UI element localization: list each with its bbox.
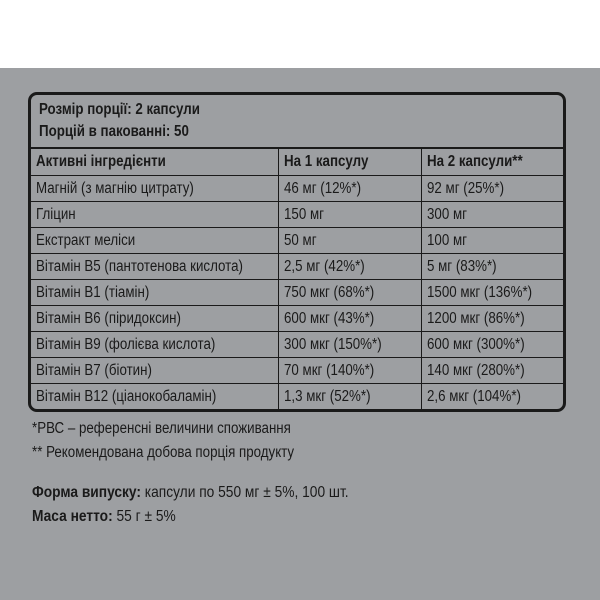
amount-per-1: 750 мкг (68%*) bbox=[278, 280, 421, 306]
table-row bbox=[31, 358, 563, 384]
amount-per-1: 1,3 мкг (52%*) bbox=[278, 384, 421, 410]
product-info bbox=[32, 481, 400, 529]
amount-per-2: 92 мг (25%*) bbox=[421, 176, 563, 202]
release-form-label: Форма випуску: bbox=[32, 484, 141, 501]
table-row bbox=[31, 202, 563, 228]
header-per-2-capsules: На 2 капсули** bbox=[421, 149, 563, 176]
table-row bbox=[31, 254, 563, 280]
table-row bbox=[31, 332, 563, 358]
amount-per-1: 600 мкг (43%*) bbox=[278, 306, 421, 332]
amount-per-1: 150 мг bbox=[278, 202, 421, 228]
table-row bbox=[31, 280, 563, 306]
servings-per-container: Порцій в пакованні: 50 bbox=[39, 123, 189, 140]
ingredient-name: Вітамін В1 (тіамін) bbox=[31, 280, 278, 306]
net-weight bbox=[32, 505, 349, 529]
ingredient-name: Вітамін В12 (ціанокобаламін) bbox=[31, 384, 278, 410]
serving-size: Розмір порції: 2 капсули bbox=[39, 101, 200, 118]
amount-per-2: 100 мг bbox=[421, 228, 563, 254]
release-form bbox=[32, 481, 349, 505]
amount-per-1: 300 мкг (150%*) bbox=[278, 332, 421, 358]
ingredient-name: Вітамін В7 (біотин) bbox=[31, 358, 278, 384]
table-row bbox=[31, 384, 563, 410]
ingredients-table bbox=[31, 149, 563, 409]
table-header-row bbox=[31, 149, 563, 176]
ingredient-name: Вітамін В9 (фолієва кислота) bbox=[31, 332, 278, 358]
amount-per-1: 70 мкг (140%*) bbox=[278, 358, 421, 384]
amount-per-2: 300 мг bbox=[421, 202, 563, 228]
amount-per-2: 140 мкг (280%*) bbox=[421, 358, 563, 384]
footnotes bbox=[32, 417, 337, 465]
ingredient-name: Гліцин bbox=[31, 202, 278, 228]
table-row bbox=[31, 306, 563, 332]
amount-per-2: 2,6 мкг (104%*) bbox=[421, 384, 563, 410]
net-weight-label: Маса нетто: bbox=[32, 508, 113, 525]
table-row bbox=[31, 176, 563, 202]
amount-per-1: 2,5 мг (42%*) bbox=[278, 254, 421, 280]
serving-info bbox=[31, 95, 563, 149]
ingredient-name: Вітамін В5 (пантотенова кислота) bbox=[31, 254, 278, 280]
supplement-facts-table bbox=[28, 92, 566, 412]
header-ingredients: Активні інгредієнти bbox=[31, 149, 278, 176]
ingredient-name: Екстракт меліси bbox=[31, 228, 278, 254]
amount-per-2: 1200 мкг (86%*) bbox=[421, 306, 563, 332]
amount-per-1: 46 мг (12%*) bbox=[278, 176, 421, 202]
header-per-1-capsule: На 1 капсулу bbox=[278, 149, 421, 176]
table-row bbox=[31, 228, 563, 254]
amount-per-2: 1500 мкг (136%*) bbox=[421, 280, 563, 306]
ingredient-name: Вітамін В6 (піридоксин) bbox=[31, 306, 278, 332]
amount-per-2: 5 мг (83%*) bbox=[421, 254, 563, 280]
release-form-value: капсули по 550 мг ± 5%, 100 шт. bbox=[140, 484, 349, 501]
footnote-daily-portion: ** Рекомендована добова порція продукту bbox=[32, 444, 295, 461]
ingredient-name: Магній (з магнію цитрату) bbox=[31, 176, 278, 202]
amount-per-1: 50 мг bbox=[278, 228, 421, 254]
net-weight-value: 55 г ± 5% bbox=[112, 508, 176, 525]
amount-per-2: 600 мкг (300%*) bbox=[421, 332, 563, 358]
footnote-rvs: *РВС – референсні величини споживання bbox=[32, 420, 291, 437]
